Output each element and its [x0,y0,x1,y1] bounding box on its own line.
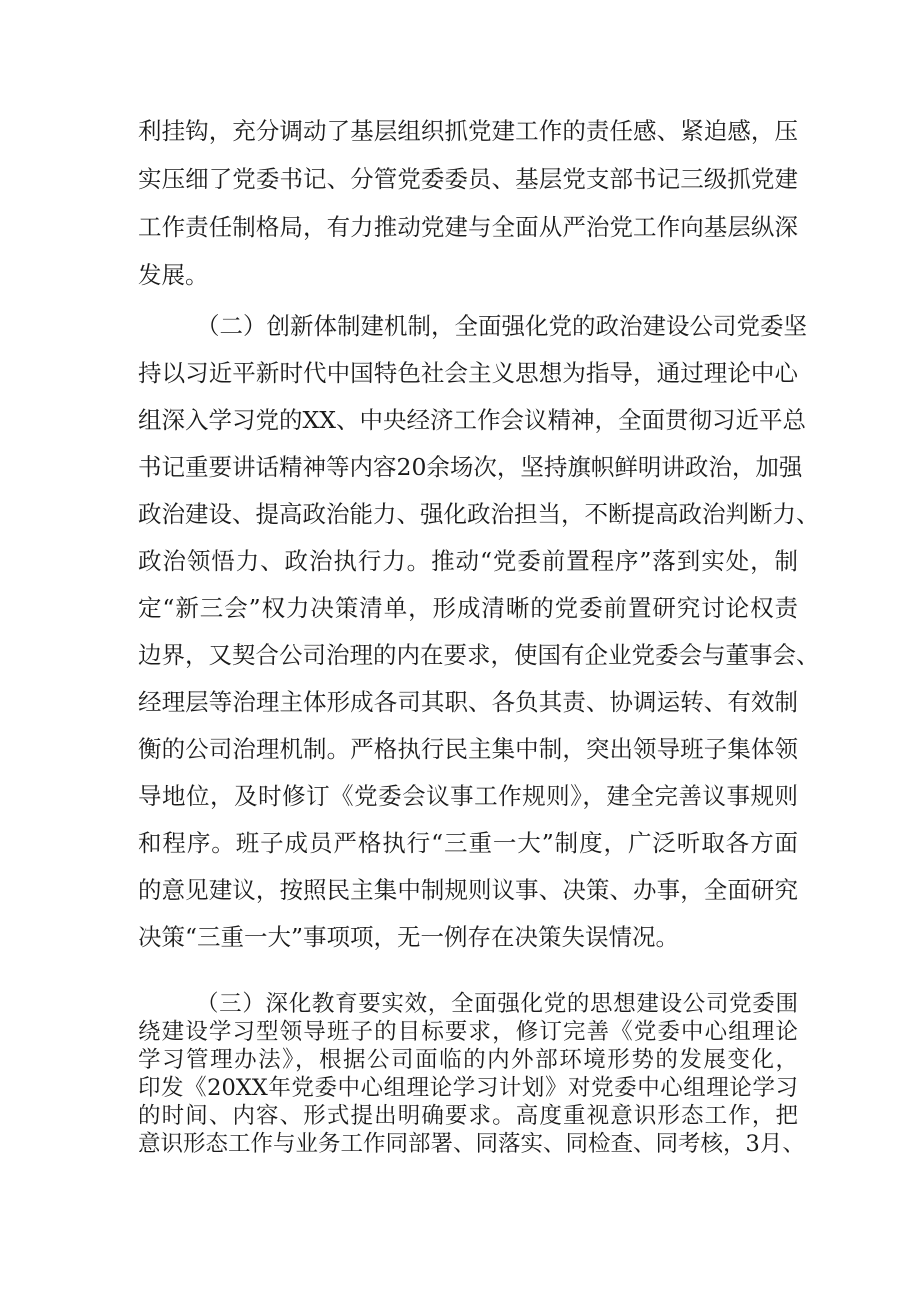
text-line: 定“新三会”权力决策清单，形成清晰的党委前置研究讨论权责 [138,594,798,622]
text-line: 工作责任制格局，有力推动党建与全面从严治党工作向基层纵深 [138,213,798,241]
text-line: 政治建设、提高政治能力、强化政治担当，不断提高政治判断力、 [138,500,820,528]
text-line: 绕建设学习型领导班子的目标要求，修订完善《党委中心组理论 [138,1019,798,1045]
text-line: 决策“三重一大”事项项，无一例存在决策失误情况。 [138,923,680,951]
text-line: 发展。 [138,261,209,289]
text-line: 和程序。班子成员严格执行“三重一大”制度，广泛听取各方面 [138,829,798,857]
text-line: 经理层等治理主体形成各司其职、各负其责、协调运转、有效制 [138,688,798,716]
text-line: 政治领悟力、政治执行力。推动“党委前置程序”落到实处，制 [138,547,798,575]
text-line: 意识形态工作与业务工作同部署、同落实、同检查、同考核，3月、 [138,1131,805,1157]
text-line: 衡的公司治理机制。严格执行民主集中制，突出领导班子集体领 [138,735,798,763]
text-line: 边界，又契合公司治理的内在要求，使国有企业党委会与董事会、 [138,641,820,669]
text-line: 的意见建议，按照民主集中制规则议事、决策、办事，全面研究 [138,876,798,904]
text-line: 印发《20XX年党委中心组理论学习计划》对党委中心组理论学习 [138,1075,798,1101]
text-line: 持以习近平新时代中国特色社会主义思想为指导，通过理论中心 [138,359,798,387]
text-line: 利挂钩，充分调动了基层组织抓党建工作的责任感、紧迫感，压 [138,117,798,145]
text-line: 导地位，及时修订《党委会议事工作规则》，建全完善议事规则 [138,782,798,810]
paragraph-heading-line: （三）深化教育要实效，全面强化党的思想建设公司党委围 [196,991,798,1017]
text-line: 组深入学习党的XX、中央经济工作会议精神，全面贯彻习近平总 [138,406,806,434]
paragraph-heading-line: （二）创新体制建机制，全面强化党的政治建设公司党委坚 [196,312,807,340]
text-line: 书记重要讲话精神等内容20余场次，坚持旗帜鲜明讲政治，加强 [138,453,803,481]
text-line: 实压细了党委书记、分管党委委员、基层党支部书记三级抓党建 [138,165,798,193]
text-line: 学习管理办法》，根据公司面临的内外部环境形势的发展变化， [138,1047,798,1073]
text-line: 的时间、内容、形式提出明确要求。高度重视意识形态工作，把 [138,1103,798,1129]
